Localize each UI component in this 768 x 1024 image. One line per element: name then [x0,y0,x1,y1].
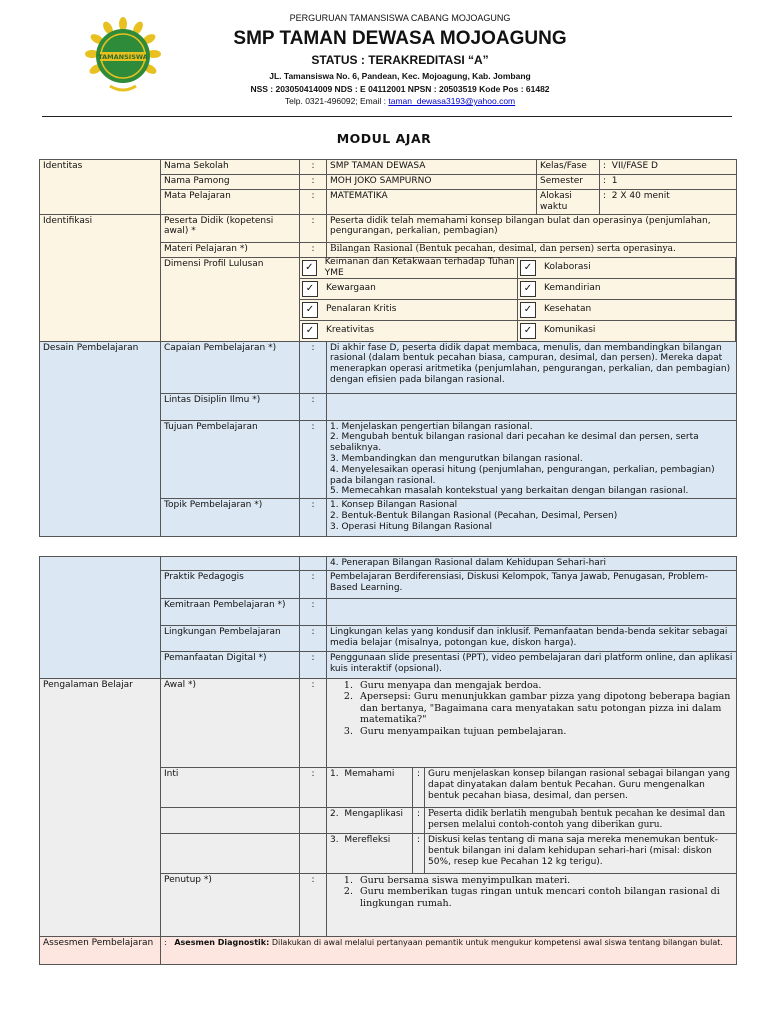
school-address: JL. Tamansiswa No. 6, Pandean, Kec. Mojoagung, Kab. Jombang [269,71,531,81]
dimensi-item: ✓ Kolaborasi [518,258,736,279]
separator-empty [300,557,327,571]
phone-text: Telp. 0321-496092; Email : [284,96,389,106]
awal-label: Awal *) [161,679,300,768]
header-divider [42,116,732,117]
separator: : [300,420,327,499]
asesmen-diagnostik-text: Dilakukan di awal melalui pertanyaan pemantik untuk mengukur kompetensi awal siswa tentang bilangan bulat. [269,938,723,947]
institution-name: PERGURUAN TAMANSISWA CABANG MOJOAGUNG [289,13,511,23]
dimensi-item: ✓ Kemandirian [518,279,736,300]
praktik-label: Praktik Pedagogis [161,571,300,599]
topik-item: 3. Operasi Hitung Bilangan Rasional [330,521,492,532]
module-title: MODUL AJAR [336,131,432,146]
dimensi-item: ✓ Komunikasi [518,321,736,341]
penutup-list [327,874,737,937]
separator-empty [300,808,327,834]
awal-item: 1. Guru menyapa dan mengajak berdoa. [356,680,733,691]
module-table-page1 [39,159,737,537]
mata-pelajaran-value: MATEMATIKA [327,190,537,215]
awal-list [327,679,737,768]
inti-spacer [161,808,300,834]
topik-label: Topik Pembelajaran *) [161,499,300,537]
nama-pamong-value: MOH JOKO SAMPURNO [327,175,537,190]
pengalaman-label: Pengalaman Belajar [40,679,161,937]
penutup-label: Penutup *) [161,874,300,937]
kemitraan-label: Kemitraan Pembelajaran *) [161,599,300,626]
inti-step-1-label: 1. Memahami [327,768,413,808]
penutup-item: 2. Guru memberikan tugas ringan untuk mencari contoh bilangan rasional di lingkungan rumah. [356,886,733,909]
nama-sekolah-label: Nama Sekolah [161,160,300,175]
tujuan-item: 2. Mengubah bentuk bilangan rasional dari pecahan ke desimal dan persen, serta sebaliknya. [330,432,699,454]
separator: : [300,679,327,768]
nama-sekolah-value: SMP TAMAN DEWASA [327,160,537,175]
penutup-item: 1. Guru bersama siswa menyimpulkan materi. [356,875,733,886]
inti-step-3-label: 3. Merefleksi [327,834,413,874]
separator: : [413,808,425,834]
dimensi-item: ✓ Kesehatan [518,300,736,321]
separator: : [300,341,327,393]
inti-spacer [161,834,300,874]
checkbox-checked-icon[interactable]: ✓ [520,323,536,339]
dimensi-profil-label: Dimensi Profil Lulusan [161,257,300,341]
alokasi-waktu-label: Alokasi waktu [537,190,600,215]
lintas-disiplin-value [327,393,737,420]
inti-step-1-value: Guru menjelaskan konsep bilangan rasional sebagai bilangan yang dapat dinyatakan dalam bentuk Pecahan. Guru mengenalkan bentuk pecahan biasa, desimal, dan persen. [425,768,737,808]
dimensi-item: ✓ Keimanan dan Ketakwaan terhadap Tuhan YME [300,258,518,279]
praktik-value: Pembelajaran Berdiferensiasi, Diskusi Kelompok, Tanya Jawab, Penugasan, Problem-Based Learning. [327,571,737,599]
dimensi-profil-grid [300,257,737,341]
capaian-value: Di akhir fase D, peserta didik dapat membaca, menulis, dan membandingkan bilangan rasional (dalam bentuk pecahan biasa, campuran, desimal, dan persen). Mereka dapat menerapkan operasi aritmetika (penjumlahan, pengurangan, perkalian, dan pembagian) dengan efisien pada bilangan rasional. [327,341,737,393]
desain-continued-cell [40,557,161,679]
separator: : [300,768,327,808]
separator: : [300,499,327,537]
tujuan-item: 3. Membandingkan dan mengurutkan bilangan rasional. [330,453,583,464]
topik-continued-label [161,557,300,571]
awal-item: 3. Guru menyampaikan tujuan pembelajaran. [356,726,733,737]
separator: : [300,652,327,679]
desain-label: Desain Pembelajaran [40,341,161,537]
awal-item: 2. Apersepsi: Guru menunjukkan gambar pizza yang dipotong beberapa bagian dan bertanya, "Bagaimana cara menyatakan satu potongan pizza ini dalam matematika?" [356,691,733,725]
asesmen-value [161,937,737,965]
separator: : [300,571,327,599]
school-name: SMP TAMAN DEWASA MOJOAGUNG [233,28,567,49]
peserta-didik-value: Peserta didik telah memahami konsep bilangan bulat dan operasinya (penjumlahan, pengurangan, perkalian, pembagian) [327,214,737,242]
separator: : [300,599,327,626]
materi-pelajaran-label: Materi Pelajaran *) [161,242,300,257]
inti-step-3-value: Diskusi kelas tentang di mana saja mereka menemukan bentuk-bentuk bilangan ini dalam kehidupan sehari-hari (misal: diskon 50%, resep kue Pecahan 12 kg terigu). [425,834,737,874]
tujuan-item: 5. Memecahkan masalah kontekstual yang berkaitan dengan bilangan rasional. [330,486,689,497]
separator: : [164,938,167,947]
separator: : [300,626,327,652]
tujuan-label: Tujuan Pembelajaran [161,420,300,499]
digital-label: Pemanfaatan Digital *) [161,652,300,679]
separator: : [300,242,327,257]
kelas-fase-label: Kelas/Fase [537,160,600,175]
asesmen-diagnostik-label: Asesmen Diagnostik: [174,938,270,947]
checkbox-checked-icon[interactable]: ✓ [520,260,536,276]
separator: : [413,834,425,874]
kemitraan-value [327,599,737,626]
kelas-fase-value: : VII/FASE D [600,160,737,175]
dimensi-item: ✓ Kreativitas [300,321,518,341]
separator-empty [300,834,327,874]
topik-item: 1. Konsep Bilangan Rasional [330,500,458,511]
separator: : [300,175,327,190]
checkbox-checked-icon[interactable]: ✓ [302,281,318,297]
separator: : [300,160,327,175]
tujuan-item: 4. Menyelesaikan operasi hitung (penjumlahan, pengurangan, perkalian, pembagian) pada bilangan rasional. [330,464,715,486]
topik-list [327,499,737,537]
lingkungan-label: Lingkungan Pembelajaran [161,626,300,652]
logo-text: TAMANSISWA [98,53,148,61]
inti-step-2-label: 2. Mengaplikasi [327,808,413,834]
semester-value: : 1 [600,175,737,190]
separator: : [413,768,425,808]
nama-pamong-label: Nama Pamong [161,175,300,190]
separator: : [300,393,327,420]
dimensi-item: ✓ Kewargaan [300,279,518,300]
module-table-page2 [39,556,737,965]
checkbox-checked-icon[interactable]: ✓ [520,281,536,297]
peserta-didik-label: Peserta Didik (kopetensi awal) * [161,214,300,242]
digital-value: Penggunaan slide presentasi (PPT), video pembelajaran dari platform online, dan aplikasi kuis interaktif (opsional). [327,652,737,679]
tujuan-item: 1. Menjelaskan pengertian bilangan rasional. [330,421,533,432]
alokasi-waktu-value: : 2 X 40 menit [600,190,737,215]
lingkungan-value: Lingkungan kelas yang kondusif dan inklusif. Pemanfaatan benda-benda sekitar sebagai media belajar (misalnya, potongan kue, diskon harga). [327,626,737,652]
separator: : [300,874,327,937]
mata-pelajaran-label: Mata Pelajaran [161,190,300,215]
checkbox-checked-icon[interactable]: ✓ [302,302,318,318]
asesmen-label: Assesmen Pembelajaran [40,937,161,965]
lintas-disiplin-label: Lintas Disiplin Ilmu *) [161,393,300,420]
identifikasi-label: Identifikasi [40,214,161,341]
topik-item: 2. Bentuk-Bentuk Bilangan Rasional (Pecahan, Desimal, Persen) [330,510,618,521]
semester-label: Semester [537,175,600,190]
school-codes: NSS : 203050414009 NDS : E 04112001 NPSN : 20503519 Kode Pos : 61482 [250,84,550,94]
identitas-label: Identitas [40,160,161,215]
checkbox-checked-icon[interactable]: ✓ [302,323,318,339]
materi-pelajaran-value: Bilangan Rasional (Bentuk pecahan, desimal, dan persen) serta operasinya. [327,242,737,257]
inti-step-2-value: Peserta didik berlatih mengubah bentuk pecahan ke desimal dan persen melalui contoh-contoh yang diberikan guru. [425,808,737,834]
dimensi-item: ✓ Penalaran Kritis [300,300,518,321]
separator: : [300,214,327,242]
topik-item-continued: 4. Penerapan Bilangan Rasional dalam Kehidupan Sehari-hari [327,557,737,571]
checkbox-checked-icon[interactable]: ✓ [520,302,536,318]
school-contact [0,96,768,106]
separator: : [300,190,327,215]
inti-label: Inti [161,768,300,808]
accreditation-status: STATUS : TERAKREDITASI “A” [311,53,489,67]
email-link[interactable]: taman_dewasa3193@yahoo.com [388,96,516,106]
checkbox-checked-icon[interactable]: ✓ [302,260,317,276]
capaian-label: Capaian Pembelajaran *) [161,341,300,393]
tujuan-list [327,420,737,499]
